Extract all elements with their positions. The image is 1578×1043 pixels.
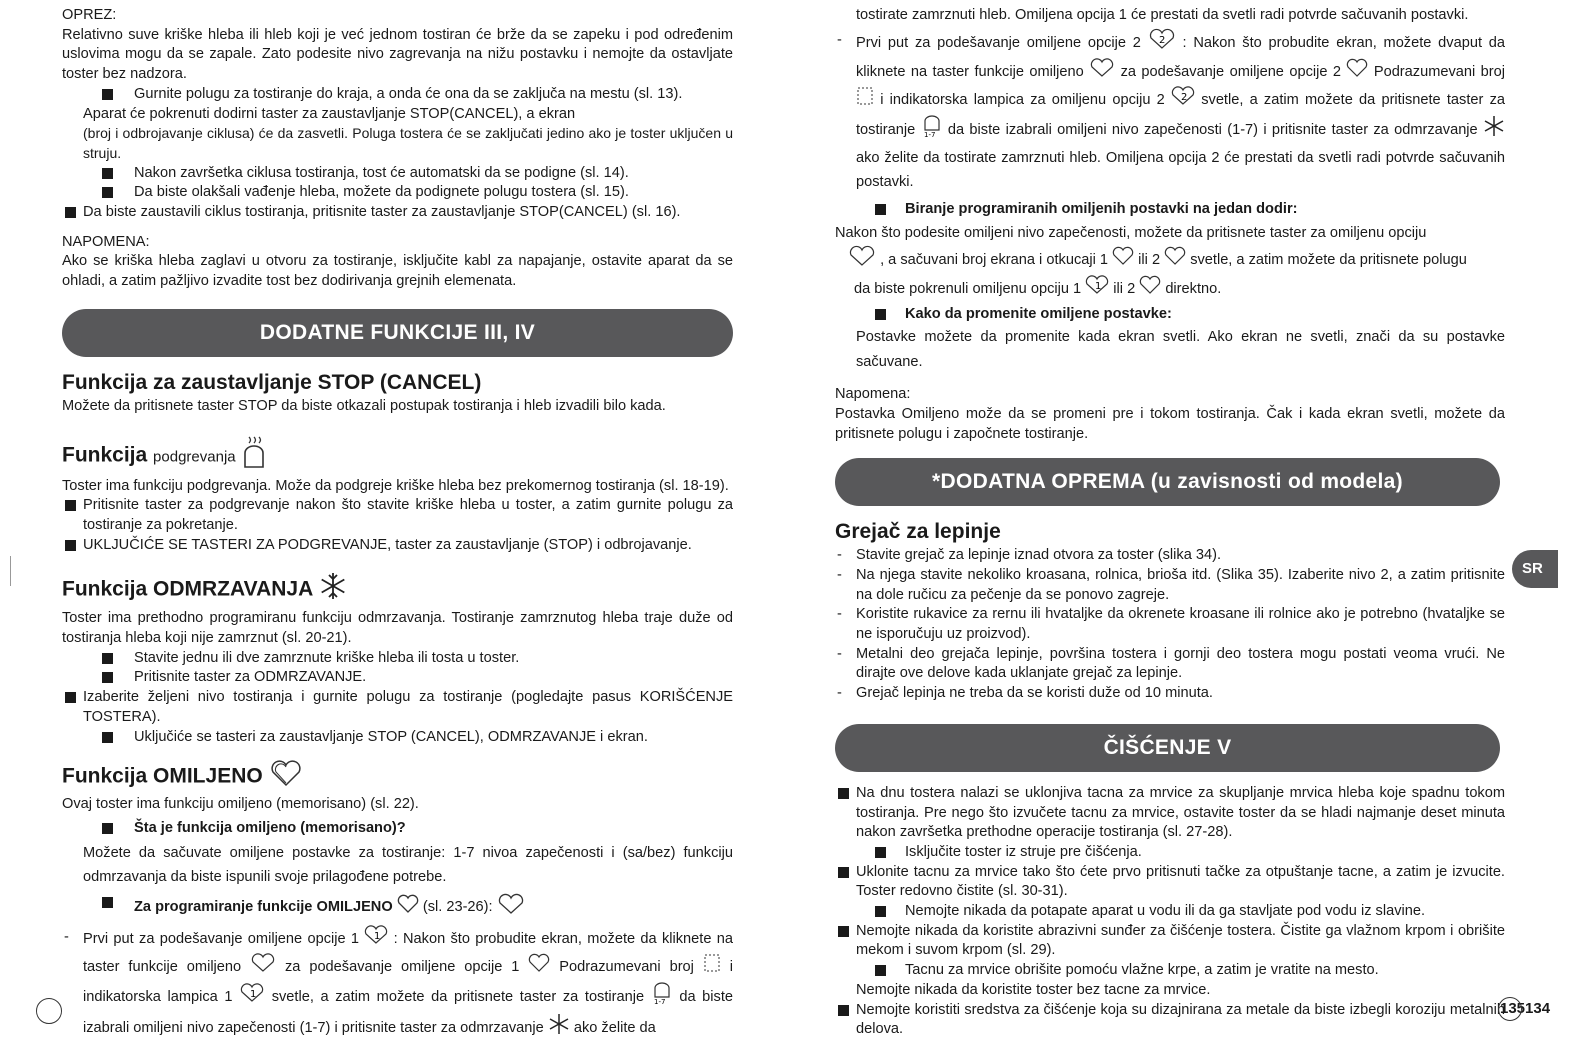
cleaning-6: Tacnu za mrvice obrišite pomoću vlažne krpe, a zatim je vratite na mesto. xyxy=(835,961,1505,981)
fav1-text-h: ako želite da xyxy=(573,1020,656,1037)
one-touch-f: da biste pokrenuli omiljenu opciju 1 xyxy=(854,281,1082,298)
svg-text:1: 1 xyxy=(250,989,257,1001)
heading-reheat-small: podgrevanja xyxy=(153,448,236,466)
svg-text:1: 1 xyxy=(1095,281,1102,293)
fav1-text-a: Prvi put za podešavanje omiljene opcije 1 xyxy=(83,931,360,948)
snowflake-icon xyxy=(1483,115,1505,145)
fav1-continued: tostirate zamrznuti hleb. Omiljena opcija 1 će prestati da svetli radi potvrde sačuvanih postavki. xyxy=(856,7,1469,23)
caution-text: Relativno suve kriške hleba ili hleb koji je već jednom tostiran će brže da se zapeku i pod određenim uslovima mogu da se zapale. Zato podesite nivo zagrevanja na nižu postavku i nemojte da ostavljate toster bez nadzora. xyxy=(62,26,733,83)
fav1-text-g: da biste izabrali omiljeni nivo zapečenosti (1-7) i pritisnite taster za odmrzavanje xyxy=(83,989,733,1037)
reheat-text: Toster ima funkciju podgrevanja. Može da podgreje kriške hleba bez prekomernog tostiranja (sl. 18-19). xyxy=(62,477,729,494)
favorite-explain: Možete da sačuvate omiljene postavke za tostiranje: 1-7 nivoa zapečenosti i (sa/bez) funkciju odmrzavanja da biste ispunili svoje prilagođene potrebe. xyxy=(83,844,733,885)
favorite-1-icon xyxy=(1085,275,1109,303)
page-number-circle xyxy=(1498,997,1522,1021)
change-text: Postavke možete da promenite kada ekran svetli. Ako ekran ne svetli, znači da su postavke sačuvane. xyxy=(856,329,1505,371)
fav1-text-b: : Nakon što probudite ekran, možete da kliknete na taster funkcije omiljeno xyxy=(83,931,733,976)
svg-text:1-7: 1-7 xyxy=(923,130,935,138)
fav1-text-c: za podešavanje omiljene opcije 1 xyxy=(285,959,520,976)
defrost-bullet-1: Stavite jednu ili dve zamrznute kriške hleba ili tosta u toster. xyxy=(62,649,733,669)
one-touch-g: ili 2 xyxy=(1113,281,1136,298)
bullet-lever: Gurnite polugu za tostiranje do kraja, a onda će ona da se zaključa na mestu (sl. 13). xyxy=(62,85,733,105)
bullet-stop: Da biste zaustavili ciklus tostiranja, pritisnite taster za zaustavljanje STOP(CANCEL) (sl. 16). xyxy=(62,203,733,223)
cleaning-3: Uklonite tacnu za mrvice tako što ćete prvo pritisnuti tačke za otpuštanje tacne, a zatim je izvucite. Toster redovno čistite (sl. 30-31). xyxy=(835,863,1505,902)
bun-item-3: - Koristite rukavice za rernu ili hvataljke da okrenete kroasane ili rolnice ako je potrebno (hvataljke se ne isporučuju uz proizvod). xyxy=(835,605,1505,644)
heading-defrost xyxy=(62,571,733,609)
favorite-1-icon xyxy=(364,925,388,953)
defrost-bullet-3: Izaberite željeni nivo tostiranja i gurnite polugu za tostiranje (pogledajte pasus KORIŠĆENJE TOSTERA). xyxy=(62,688,733,727)
fav1-text-d: Podrazumevani broj xyxy=(559,959,694,976)
heading-reheat xyxy=(62,435,733,477)
favorite-2-icon xyxy=(1346,58,1368,86)
cleaning-8: Nemojte koristiti sredstva za čišćenje koja su dizajnirana za metale da biste izbegli koroziju metalnih delova. xyxy=(835,1001,1505,1040)
left-page xyxy=(62,6,733,1043)
snowflake-icon xyxy=(548,1013,570,1043)
heading-favorite-text: Funkcija OMILJENO xyxy=(62,764,263,788)
cleaning-1: Na dnu tostera nalazi se uklonjiva tacna za mrvice za skupljanje mrvica hleba koje spadnu tokom tostiranja. Pre nego što izvučete tacnu za mrvice, ostavite toster da se hladi najmanje deset minuta nakon završetka prethodne operacije tostiranja (sl. 27-28). xyxy=(835,784,1505,843)
favorite-2-icon xyxy=(1148,28,1176,58)
stop-text: Možete da pritisnete taster STOP da biste otkazali postupak tostiranja i hleb izvadili bilo kada. xyxy=(62,397,666,414)
svg-text:1-7: 1-7 xyxy=(653,998,666,1006)
favorite-1-icon xyxy=(1112,246,1134,274)
favorite-program-figs: (sl. 23-26): xyxy=(422,898,493,915)
cleaning-4: Nemojte nikada da potapate aparat u vodu ili da ga stavljate pod vodu iz slavine. xyxy=(835,902,1505,922)
heart-icon xyxy=(397,894,419,921)
fav2-text-h: ako želite da tostirate zamrznuti hleb. Omiljena opcija 2 će prestati da svetli radi potvrde sačuvanih postavki. xyxy=(856,149,1505,190)
start-text: Aparat će pokrenuti dodirni taster za zaustavljanje STOP(CANCEL), a ekran xyxy=(83,105,576,122)
heart-icon xyxy=(250,953,276,981)
fav2-text-f: svetle, a zatim možete da pritisnete taster za tostiranje xyxy=(856,91,1505,138)
page-number xyxy=(1500,1000,1550,1017)
note-text: Ako se kriška hleba zaglavi u otvoru za tostiranje, isključite kabl za napajanje, ostavite aparat da se ohladi, a zatim pažljivo izvadite tost bez dodirivanja grejnih elemenata. xyxy=(62,253,733,290)
one-touch-d: 2 xyxy=(1151,252,1161,269)
fav2-text-e: i indikatorska lampica za omiljenu opciju 2 xyxy=(880,91,1165,108)
svg-text:2: 2 xyxy=(1181,91,1188,103)
heading-favorite xyxy=(62,759,733,795)
page-number-text: 135134 xyxy=(1500,1000,1551,1017)
one-touch-a: Nakon što podesite omiljeni nivo zapečenosti, možete da pritisnete taster za omiljenu opciju xyxy=(835,225,1427,242)
defrost-bullet-2: Pritisnite taster za ODMRZAVANJE. xyxy=(62,668,733,688)
fav1-text-e: i indikatorska lampica 1 xyxy=(83,959,734,1006)
snowflake-icon xyxy=(318,571,348,609)
favorite-1-icon xyxy=(239,983,265,1011)
heading-defrost-text: Funkcija ODMRZAVANJA xyxy=(62,577,313,601)
note-text-right: Postavka Omiljeno može da se promeni pre i tokom tostiranja. Čak i kada ekran svetli, možete da pritisnete polugu i započnete tostiranje. xyxy=(835,405,1505,442)
bun-item-4: - Metalni deo grejača lepinje, površina tostera i gornji deo tostera mogu postati veoma vrući. Ne dirajte ove delove kada uklanjate grejač za lepinje. xyxy=(835,645,1505,684)
right-page xyxy=(835,6,1505,1040)
cleaning-2: Isključite toster iz struje pre čišćenja. xyxy=(835,843,1505,863)
page-corner-circle xyxy=(36,998,62,1024)
display-icon xyxy=(703,953,721,981)
section-banner-cleaning: ČIŠĆENJE V xyxy=(835,724,1500,772)
note-heading: NAPOMENA: xyxy=(62,233,150,250)
one-touch-h: direktno. xyxy=(1165,281,1222,298)
page-gutter-mark xyxy=(10,556,11,586)
cleaning-5: Nemojte nikada da koristite abrazivni sunđer za čišćenje tostera. Čistite ga vlažnom krpom i obrišite mekom i suvom krpom (sl. 29). xyxy=(835,922,1505,961)
favorite-1-icon xyxy=(528,953,550,981)
favorite-option-2 xyxy=(835,28,1505,194)
reheat-bullet-1: Pritisnite taster za podgrevanje nakon što stavite kriške hleba u toster, a zatim gurnite polugu za tostiranje za pokretanje. xyxy=(62,496,733,535)
fav2-text-d: Podrazumevani broj xyxy=(1373,63,1505,80)
caution-heading: OPREZ: xyxy=(62,7,117,23)
cleaning-7: Nemojte nikada da koristite toster bez tacne za mrvice. xyxy=(856,981,1211,998)
reheat-bullet-2: UKLJUČIĆE SE TASTERI ZA PODGREVANJE, taster za zaustavljanje (STOP) i odbrojavanje. xyxy=(62,536,733,556)
one-touch-b: , a sačuvani broj ekrana i otkucaji 1 xyxy=(880,252,1109,269)
bread-reheat-icon xyxy=(241,435,267,477)
heart-icon xyxy=(1089,58,1115,86)
toast-level-icon xyxy=(651,981,673,1013)
defrost-bullet-4: Uključiće se tasteri za zaustavljanje STOP (CANCEL), ODMRZAVANJE i ekran. xyxy=(62,728,733,748)
bun-item-2: - Na njega stavite nekoliko kroasana, rolnica, brioša itd. (Slika 35). Izaberite nivo 2, a zatim pritisnite na dole ručicu za pečenje da se ponovo zagreje. xyxy=(835,566,1505,605)
favorite-option-1 xyxy=(62,925,733,1043)
change-heading: Kako da promenite omiljene postavke: xyxy=(835,305,1505,325)
svg-text:2: 2 xyxy=(1158,34,1166,46)
one-touch-e: svetle, a zatim možete da pritisnete polugu xyxy=(1190,252,1467,269)
favorite-2-icon xyxy=(1139,275,1161,303)
heart-icon xyxy=(269,759,303,795)
display-text: (broj i odbrojavanje ciklusa) će da zasvetli. Poluga tostera će se zaključati jedino ako je toster uključen u struju. xyxy=(83,125,733,161)
section-banner-extra-functions: DODATNE FUNKCIJE III, IV xyxy=(62,309,733,357)
language-tab: SR xyxy=(1512,550,1558,588)
fav2-text-b: : Nakon što probudite ekran, možete dvaput da kliknete na taster funkcije omiljeno xyxy=(856,34,1506,80)
favorite-2-icon xyxy=(1171,86,1195,114)
bun-item-1: - Stavite grejač za lepinje iznad otvora za toster (slika 34). xyxy=(835,546,1505,566)
heart-icon xyxy=(848,245,876,275)
fav2-text-c: za podešavanje omiljene opcije 2 xyxy=(1120,63,1341,80)
toast-level-icon xyxy=(921,114,943,146)
note-heading-right: Napomena: xyxy=(835,386,911,403)
favorite-bullet-what: Šta je funkcija omiljeno (memorisano)? xyxy=(62,819,733,839)
one-touch-text xyxy=(835,221,1505,303)
favorite-2-icon xyxy=(1164,246,1186,274)
fav1-text-f: svetle, a zatim možete da pritisnete taster za tostiranje xyxy=(271,989,645,1006)
section-banner-accessories: *DODATNA OPREMA (u zavisnosti od modela) xyxy=(835,458,1500,506)
favorite-bullet-program xyxy=(62,893,733,922)
fav2-text-g: da biste izabrali omiljeni nivo zapečenosti (1-7) i pritisnite taster za odmrzavanje xyxy=(947,121,1478,138)
heart-icon xyxy=(497,893,525,922)
fav2-text-a: Prvi put za podešavanje omiljene opcije 2 xyxy=(856,34,1141,51)
display-icon xyxy=(856,86,874,114)
heading-bun-warmer: Grejač za lepinje xyxy=(835,520,1001,544)
favorite-text: Ovaj toster ima funkciju omiljeno (memorisano) (sl. 22). xyxy=(62,796,419,813)
bullet-lift: Da biste olakšali vađenje hleba, možete da podignete polugu tostera (sl. 15). xyxy=(62,183,733,203)
heading-stop: Funkcija za zaustavljanje STOP (CANCEL) xyxy=(62,370,482,394)
one-touch-heading: Biranje programiranih omiljenih postavki na jedan dodir: xyxy=(835,200,1505,220)
defrost-text: Toster ima prethodno programiranu funkciju odmrzavanja. Tostiranje zamrznutog hleba traje duže od tostiranja hleba koji nije zamrznut (sl. 20-21). xyxy=(62,610,733,647)
favorite-program-label: Za programiranje funkcije OMILJENO xyxy=(134,898,393,915)
bullet-end: Nakon završetka ciklusa tostiranja, tost će automatski da se podigne (sl. 14). xyxy=(62,164,733,184)
svg-text:1: 1 xyxy=(374,931,381,943)
heading-reheat-word: Funkcija xyxy=(62,443,148,467)
one-touch-c: ili xyxy=(1138,252,1148,269)
bun-item-5: - Grejač lepinja ne treba da se koristi duže od 10 minuta. xyxy=(835,684,1505,704)
